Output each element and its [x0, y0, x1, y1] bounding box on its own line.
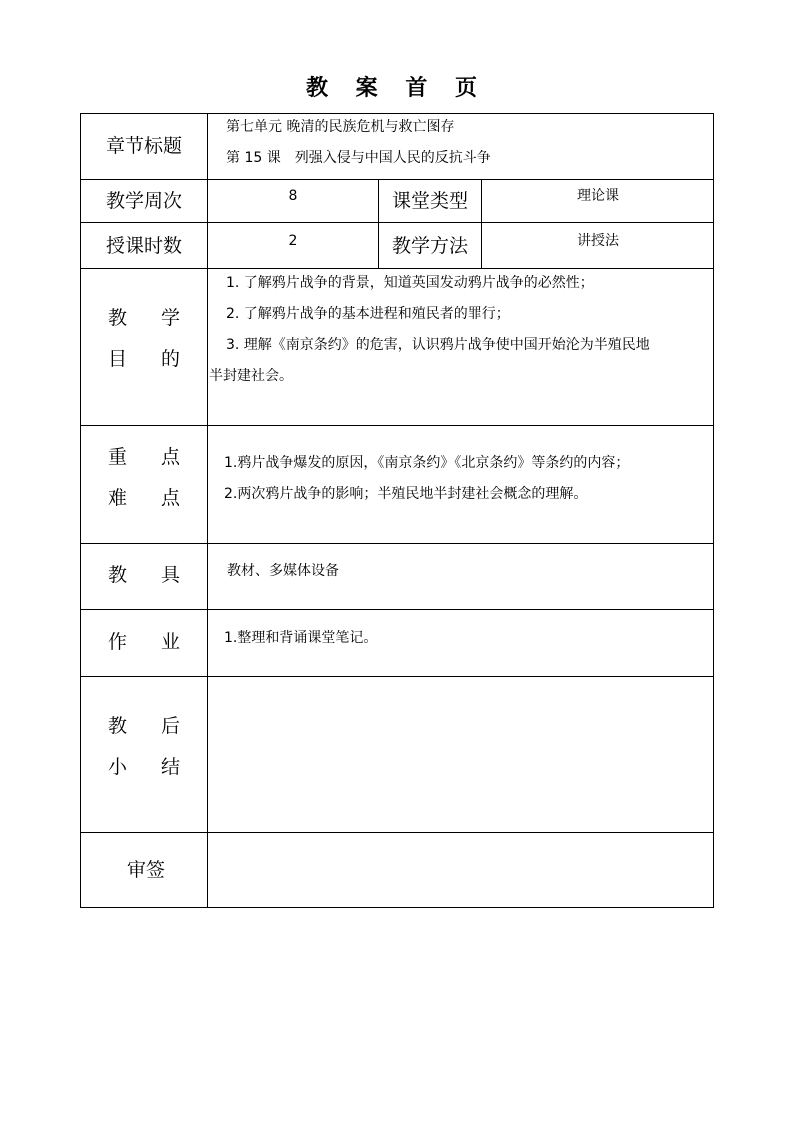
tools-label: 教 具 — [107, 564, 195, 586]
hours-value: 2 — [288, 233, 298, 249]
key-point-item: 1.鸦片战争爆发的原因，《南京条约》《北京条约》等条约的内容； — [224, 455, 630, 471]
method-value: 讲授法 — [577, 233, 619, 249]
tools-value: 教材、多媒体设备 — [227, 563, 339, 579]
row-divider — [81, 179, 713, 180]
hours-label: 授课时数 — [105, 235, 182, 257]
row-divider — [81, 609, 713, 610]
class-type-label: 课堂类型 — [391, 190, 468, 212]
key-points-label — [81, 437, 221, 519]
row-divider — [81, 832, 713, 833]
review-label: 审签 — [126, 859, 165, 881]
objectives-label-line2: 目 的 — [107, 348, 195, 370]
class-type-value: 理论课 — [577, 188, 619, 204]
week-label: 教学周次 — [105, 190, 182, 212]
objective-item: 3. 理解《南京条约》的危害，认识鸦片战争使中国开始沦为半殖民地 — [226, 337, 650, 353]
page-title: 教 案 首 页 — [306, 76, 487, 101]
row-divider — [81, 676, 713, 677]
homework-label: 作 业 — [107, 631, 195, 653]
row-divider — [81, 222, 713, 223]
week-value: 8 — [288, 188, 298, 204]
row-divider — [81, 543, 713, 544]
objective-item: 2. 了解鸦片战争的基本进程和殖民者的罪行； — [226, 306, 510, 322]
chapter-lesson: 第 15 课 列强入侵与中国人民的反抗斗争 — [226, 150, 491, 166]
summary-label-line1: 教 后 — [107, 715, 195, 737]
homework-value: 1.整理和背诵课堂笔记。 — [224, 630, 378, 646]
summary-label — [81, 706, 221, 788]
chapter-unit: 第七单元 晚清的民族危机与救亡图存 — [226, 119, 455, 135]
key-points-label-line1: 重 点 — [107, 446, 195, 468]
key-points-label-line2: 难 点 — [107, 487, 195, 509]
key-point-item: 2.两次鸦片战争的影响；半殖民地半封建社会概念的理解。 — [224, 486, 588, 502]
key-points-text — [224, 448, 714, 510]
objective-item: 1. 了解鸦片战争的背景，知道英国发动鸦片战争的必然性； — [226, 275, 594, 291]
row-divider — [81, 425, 713, 426]
objectives-text — [209, 268, 713, 392]
objectives-label — [81, 298, 221, 380]
method-label: 教学方法 — [391, 235, 468, 257]
chapter-label: 章节标题 — [105, 135, 182, 157]
summary-label-line2: 小 结 — [107, 756, 195, 778]
objectives-label-line1: 教 学 — [107, 307, 195, 329]
lesson-plan-table — [80, 113, 714, 908]
objective-item: 半封建社会。 — [209, 368, 293, 384]
